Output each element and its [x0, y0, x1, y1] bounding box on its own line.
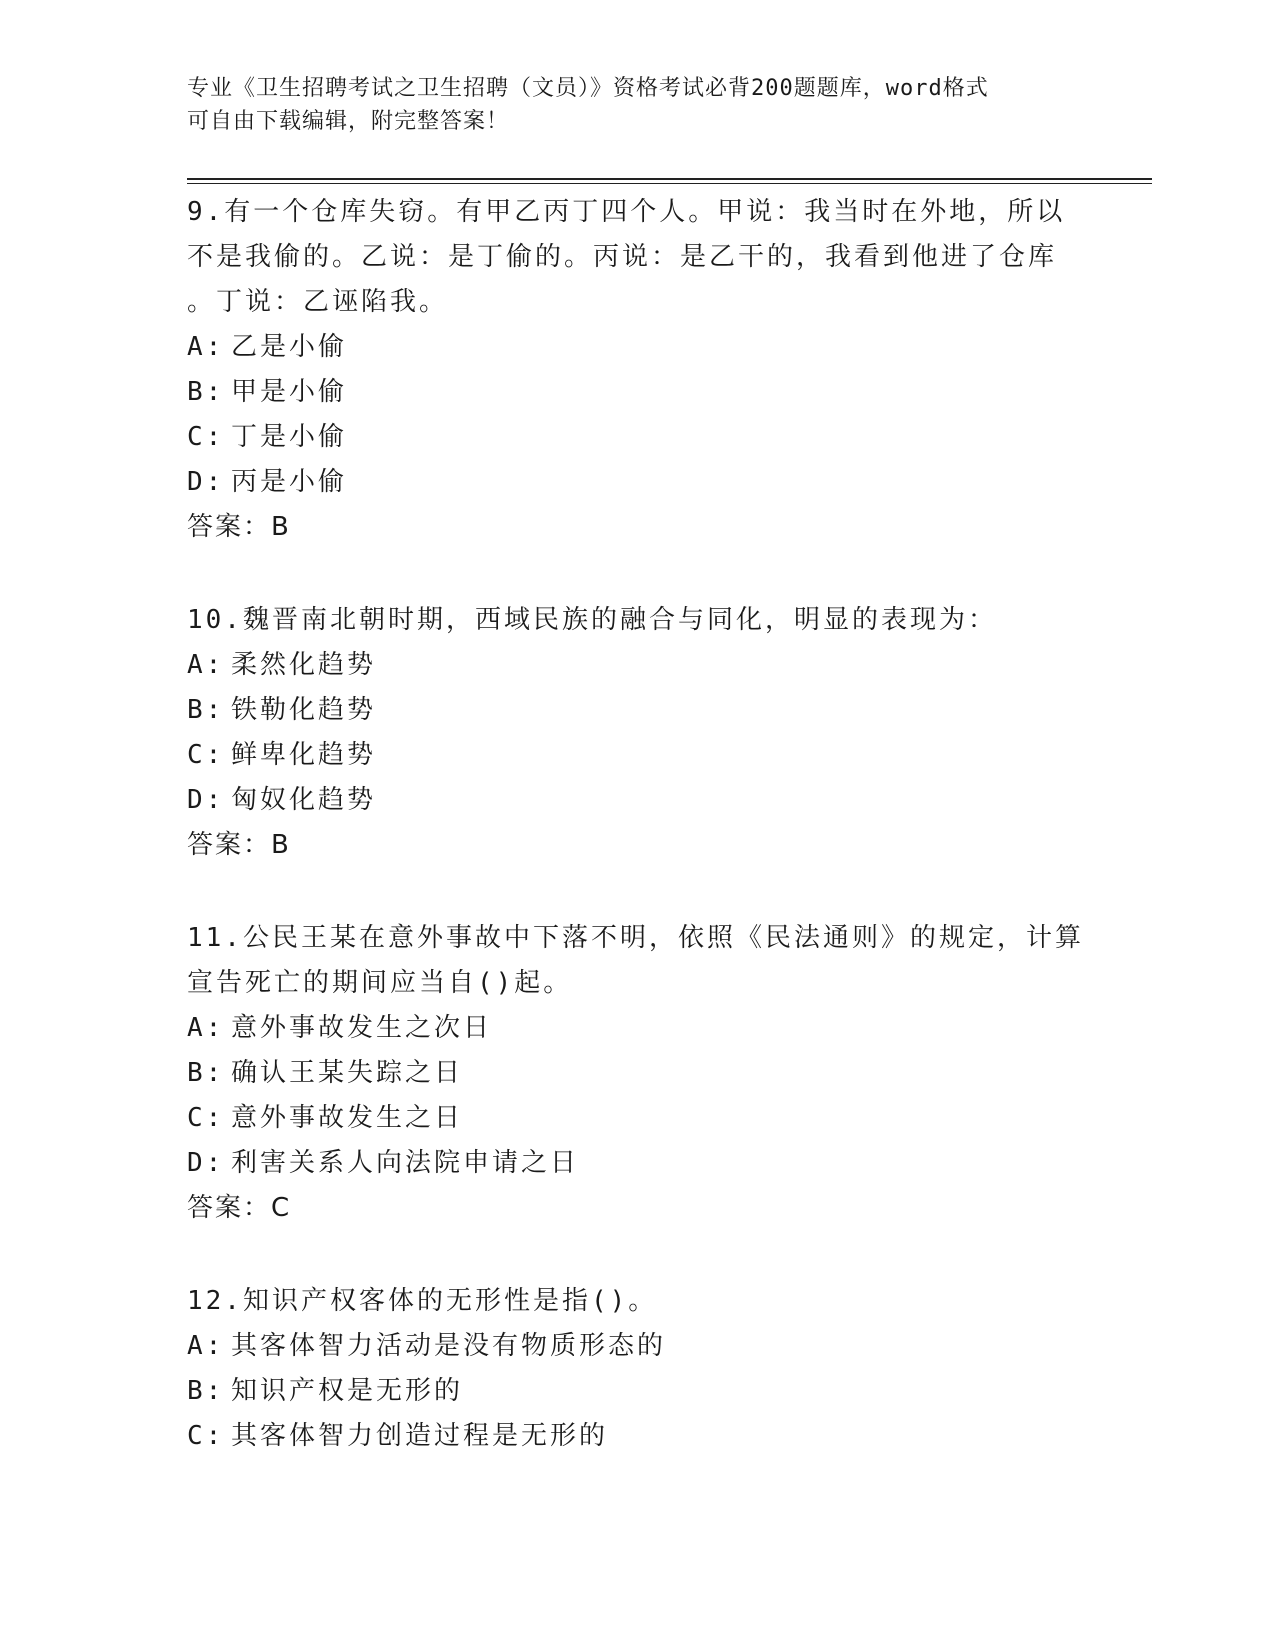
option-key: C: — [187, 1421, 225, 1451]
question-9 — [187, 190, 1087, 550]
question-text — [187, 1279, 1087, 1324]
option-text: 鲜卑化趋势 — [231, 740, 377, 770]
option-key: A: — [187, 1013, 225, 1043]
question-text-line: 10.魏晋南北朝时期，西域民族的融合与同化，明显的表现为： — [187, 605, 997, 635]
question-list — [187, 190, 1087, 1459]
question-text-line: 11.公民王某在意外事故中下落不明，依照《民法通则》的规定，计算 — [187, 923, 1084, 953]
question-text-line: 9.有一个仓库失窃。有甲乙丙丁四个人。甲说：我当时在外地，所以 — [187, 197, 1066, 227]
option-key: C: — [187, 1103, 225, 1133]
header-divider-thick — [187, 178, 1152, 180]
option-text: 丁是小偷 — [231, 422, 348, 452]
option-b — [187, 688, 1087, 733]
option-key: B: — [187, 1376, 225, 1406]
answer-line: 答案：B — [187, 830, 291, 860]
option-c — [187, 415, 1087, 460]
question-text-line: 不是我偷的。乙说：是丁偷的。丙说：是乙干的，我看到他进了仓库 — [187, 242, 1058, 272]
option-d — [187, 460, 1087, 505]
option-text: 知识产权是无形的 — [231, 1376, 464, 1406]
option-key: A: — [187, 1331, 225, 1361]
question-spacer — [187, 868, 1087, 916]
question-text — [187, 598, 1087, 643]
answer-line: 答案：B — [187, 512, 291, 542]
option-a — [187, 1324, 1087, 1369]
option-a — [187, 643, 1087, 688]
question-spacer — [187, 550, 1087, 598]
question-text-line: 12.知识产权客体的无形性是指()。 — [187, 1286, 658, 1316]
header-line-2: 可自由下载编辑，附完整答案！ — [187, 109, 510, 134]
option-text: 意外事故发生之日 — [231, 1103, 464, 1133]
option-text: 柔然化趋势 — [231, 650, 377, 680]
option-d — [187, 1141, 1087, 1186]
question-text-line: 宣告死亡的期间应当自()起。 — [187, 968, 573, 998]
document-header — [187, 72, 1087, 138]
option-c — [187, 1414, 1087, 1459]
option-key: B: — [187, 1058, 225, 1088]
option-a — [187, 325, 1087, 370]
option-key: D: — [187, 1148, 225, 1178]
option-d — [187, 778, 1087, 823]
option-c — [187, 733, 1087, 778]
option-text: 确认王某失踪之日 — [231, 1058, 464, 1088]
question-10 — [187, 598, 1087, 868]
option-a — [187, 1006, 1087, 1051]
option-text: 匈奴化趋势 — [231, 785, 377, 815]
option-key: D: — [187, 467, 225, 497]
question-spacer — [187, 1231, 1087, 1279]
option-text: 其客体智力创造过程是无形的 — [231, 1421, 609, 1451]
option-key: D: — [187, 785, 225, 815]
answer-line: 答案：C — [187, 1193, 292, 1223]
option-b — [187, 370, 1087, 415]
option-key: C: — [187, 422, 225, 452]
option-text: 意外事故发生之次日 — [231, 1013, 493, 1043]
option-b — [187, 1051, 1087, 1096]
question-text-line: 。丁说：乙诬陷我。 — [187, 287, 449, 317]
question-11 — [187, 916, 1087, 1231]
option-text: 丙是小偷 — [231, 467, 348, 497]
header-line-1: 专业《卫生招聘考试之卫生招聘（文员）》资格考试必背200题题库，word格式 — [187, 76, 989, 101]
option-key: B: — [187, 377, 225, 407]
option-text: 其客体智力活动是没有物质形态的 — [231, 1331, 667, 1361]
option-text: 甲是小偷 — [231, 377, 348, 407]
option-key: A: — [187, 650, 225, 680]
question-text — [187, 190, 1087, 325]
question-text — [187, 916, 1087, 1006]
question-12 — [187, 1279, 1087, 1459]
option-key: B: — [187, 695, 225, 725]
option-c — [187, 1096, 1087, 1141]
option-text: 利害关系人向法院申请之日 — [231, 1148, 580, 1178]
option-b — [187, 1369, 1087, 1414]
option-key: C: — [187, 740, 225, 770]
option-text: 乙是小偷 — [231, 332, 348, 362]
header-divider-thin — [187, 183, 1152, 184]
option-text: 铁勒化趋势 — [231, 695, 377, 725]
option-key: A: — [187, 332, 225, 362]
